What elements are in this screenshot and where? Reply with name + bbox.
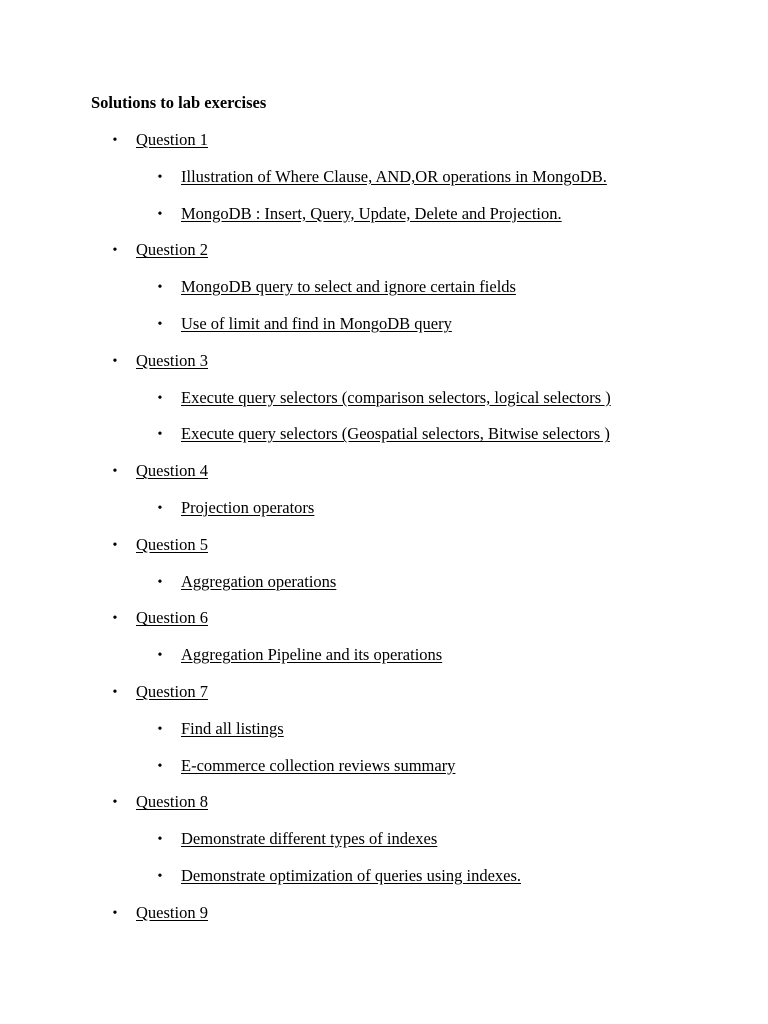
subtopic-link[interactable]: MongoDB : Insert, Query, Update, Delete and Projection. [181,203,562,223]
subtopic-item [0,424,768,461]
question-link[interactable]: Question 5 [136,534,208,554]
bullet-icon: • [157,868,163,884]
subtopic-item [0,645,768,682]
subtopic-link[interactable]: Demonstrate optimization of queries using indexes. [181,865,522,885]
question-link[interactable]: Question 9 [136,902,208,922]
bullet-icon: • [112,795,118,811]
subtopic-link[interactable]: Illustration of Where Clause, AND,OR operations in MongoDB. [181,166,607,186]
subtopic-item [0,572,768,609]
bullet-icon: • [112,243,118,259]
subtopic-item [0,719,768,756]
bullet-icon: • [157,206,163,222]
question-item [0,535,768,572]
subtopic-link[interactable]: Aggregation Pipeline and its operations [181,645,443,665]
subtopic-item [0,204,768,241]
subtopic-link[interactable]: Execute query selectors (comparison selectors, logical selectors ) [181,387,611,407]
question-link[interactable]: Question 7 [136,681,208,701]
bullet-icon: • [157,758,163,774]
question-link[interactable]: Question 1 [136,130,208,149]
question-list [0,130,768,940]
question-item [0,903,768,940]
bullet-icon: • [157,390,163,406]
bullet-icon: • [112,537,118,553]
subtopic-item [0,866,768,903]
subtopic-link[interactable]: Use of limit and find in MongoDB query [181,313,452,333]
bullet-icon: • [112,464,118,480]
subtopic-item [0,388,768,425]
subtopic-link[interactable]: Demonstrate different types of indexes [181,829,438,849]
page-title: Solutions to lab exercises [91,93,267,112]
question-item [0,240,768,277]
question-item [0,461,768,498]
question-link[interactable]: Question 3 [136,350,208,370]
question-item [0,682,768,719]
question-item [0,608,768,645]
subtopic-link[interactable]: MongoDB query to select and ignore certain fields [181,277,516,297]
question-item [0,130,768,167]
subtopic-item [0,829,768,866]
bullet-icon: • [157,500,163,516]
subtopic-link[interactable]: Aggregation operations [181,571,337,591]
question-link[interactable]: Question 6 [136,608,208,628]
subtopic-item [0,277,768,314]
bullet-icon: • [112,353,118,369]
subtopic-link[interactable]: Projection operators [181,497,315,517]
subtopic-link[interactable]: E-commerce collection reviews summary [181,755,456,775]
bullet-icon: • [112,684,118,700]
bullet-icon: • [157,280,163,296]
bullet-icon: • [157,169,163,185]
bullet-icon: • [112,611,118,627]
question-item [0,792,768,829]
bullet-icon: • [157,721,163,737]
bullet-icon: • [112,905,118,921]
subtopic-item [0,498,768,535]
question-link[interactable]: Question 2 [136,240,208,260]
subtopic-item [0,314,768,351]
question-item [0,351,768,388]
bullet-icon: • [157,832,163,848]
question-link[interactable]: Question 8 [136,792,208,812]
subtopic-item [0,167,768,204]
subtopic-link[interactable]: Find all listings [181,718,284,738]
subtopic-item [0,756,768,793]
bullet-icon: • [157,316,163,332]
bullet-icon: • [157,648,163,664]
bullet-icon: • [112,133,118,148]
subtopic-link[interactable]: Execute query selectors (Geospatial selectors, Bitwise selectors ) [181,424,610,444]
question-link[interactable]: Question 4 [136,461,208,481]
bullet-icon: • [157,574,163,590]
bullet-icon: • [157,427,163,443]
